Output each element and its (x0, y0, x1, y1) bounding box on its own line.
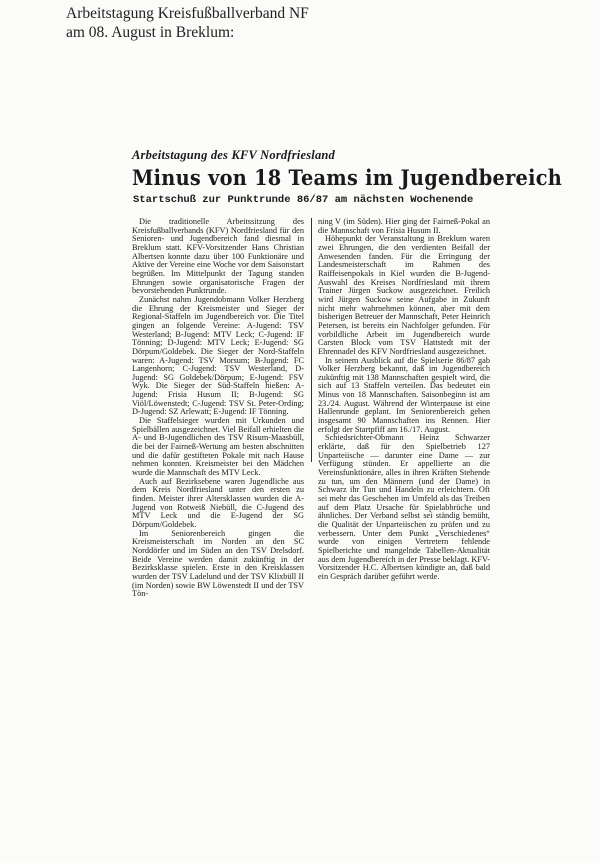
article-paragraph: Die Staffelsieger wurden mit Urkunden und Spielbällen ausgezeichnet. Viel Beifall erhielten die A- und B-Jugendlichen des TSV Risum-Maasbüll, die bei der Fairneß-Wertung am besten abschnitten und die dafür gestifteten Pokale mit nach Hause nehmen konnten. Kreismeister bei den Mädchen wurde die Mannschaft des MTV Leck. (132, 416, 304, 478)
header-note (66, 4, 309, 42)
article-paragraph: Zunächst nahm Jugendobmann Volker Herzberg die Ehrung der Kreismeister und Sieger der Regional-Staffeln im Jugendbereich vor. Die Titel gingen an folgende Vereine: A-Jugend: TSV Westerland; B-Jugend: MTV Leck; C-Jugend: IF Tönning; D-Jugend: MTV Leck; E-Jugend: SG Dörpum/Goldebek. Die Sieger der Nord-Staffeln waren: A-Jugend: TSV Morsum; B-Jugend: FC Langenhorn; C-Jugend: TSV Westerland, D-Jugend: SG Goldebek/Dörpum; E-Jugend: FSV Wyk. Die Sieger der Süd-Staffeln hießen: A-Jugend: Frisia Husum II; B-Jugend: SG Viöl/Löwenstedt; C-Jugend: TSV St. Peter-Ording; D-Jugend: SZ Arlewatt; E-Jugend: IF Tönning. (132, 294, 304, 417)
newspaper-article (132, 148, 563, 207)
article-paragraph: Auch auf Bezirksebene waren Jugendliche aus dem Kreis Nordfriesland unter den ersten zu finden. Meister ihrer Altersklassen wurden die A-Jugend von Rotweiß Niebüll, die C-Jugend des MTV Leck und die E-Jugend der SG Dörpum/Goldebek. (132, 476, 304, 529)
article-subheadline: Startschuß zur Punktrunde 86/87 am nächsten Wochenende (133, 194, 474, 206)
article-paragraph: In seinem Ausblick auf die Spielserie 86/87 gab Volker Herzberg bekannt, daß im Jugendbereich zukünftig mit 138 Mannschaften gespielt wird, die sich auf 13 Staffeln verteilen. Das bedeutet ein Minus von 18 Mannschaften. Saisonbeginn ist am 23./24. August. Während der Winterpause ist eine Hallenrunde geplant. Im Seniorenbereich gehen insgesamt 90 Mannschaften ins Rennen. Hier erfolgt der Startpfiff am 16./17. August. (318, 355, 490, 434)
article-paragraph: Schiedsrichter-Obmann Heinz Schwarzer erklärte, daß für den Spielbetrieb 127 Unparteiische — darunter eine Dame — zur Verfügung stünden. Er appellierte an die Vereinsfunktionäre, alles in ihren Kräften Stehende zu tun, um den Männern (und der Dame) in Schwarz ihr Tun und Handeln zu erleichtern. Oft sei mehr das Geschehen im Umfeld als das Treiben auf dem Platz Ursache für Spielabbrüche und ähnliches. Der Verband selbst sei ständig bemüht, die Qualität der Unparteiischen zu prüfen und zu verbessern. Unter dem Punkt „Verschiedenes“ wurde von einigen Vertretern fehlende Spielberichte und mangelnde Tabellen-Aktualität aus dem Jugendbereich in der Presse beklagt. KFV-Vorsitzender H.C. Albertsen kündigte an, daß bald ein Gespräch darüber geführt werde. (318, 433, 490, 581)
article-paragraph: ning V (im Süden). Hier ging der Fairneß-Pokal an die Mannschaft von Frisia Husum II. (318, 218, 490, 235)
article-kicker: Arbeitstagung des KFV Nordfriesland (132, 148, 335, 162)
article-headline: Minus von 18 Teams im Jugendbereich (132, 165, 563, 190)
header-note-line-1: Arbeitstagung Kreisfußballverband NF (66, 5, 309, 22)
article-column-left (132, 218, 304, 838)
article-paragraph: Die traditionelle Arbeitssitzung des Kreisfußballverbands (KFV) Nordfriesland für den Senioren- und Jugendbereich fand diesmal in Breklum statt. KFV-Vorsitzender Hans Christian Albertsen konnte dazu über 100 Funktionäre und Aktive der Vereine eine Woche vor dem Saisonstart begrüßen. Im Mittelpunkt der Tagung standen Ehrungen sowie organisatorische Fragen der bevorstehenden Punktrunde. (132, 218, 304, 296)
article-paragraph: Im Seniorenbereich gingen die Kreismeisterschaft im Norden an den SC Norddörfer und im Süden an den TSV Drelsdorf. Beide Vereine werden damit zukünftig in der Bezirksklasse spielen. Erste in den Kreisklassen wurden der TSV Ladelund und der TSV Klixbüll II (im Norden) sowie BW Löwenstedt II und der TSV Tön- (132, 528, 304, 599)
article-columns (132, 218, 494, 838)
header-note-line-2: am 08. August in Breklum: (66, 24, 235, 41)
column-divider (311, 218, 312, 462)
article-column-right (318, 218, 490, 838)
article-paragraph: Höhepunkt der Veranstaltung in Breklum waren zwei Ehrungen, die den verdienten Beifall der Anwesenden fanden. Für die Erringung der Landesmeisterschaft im Rahmen des Raiffeisenpokals in Kiel wurden die B-Jugend-Auswahl des Kreises Nordfriesland mit ihrem Trainer Jürgen Suckow ausgezeichnet. Freilich wird Jürgen Suckow seine Aufgabe in Zukunft nicht mehr wahrnehmen können, aber mit dem bisherigen Betreuer der Mannschaft, Peter Heinrich Petersen, ist bereits ein Nachfolger gefunden. Für vorbildliche Arbeit im Jugendbereich wurde Carsten Block vom TSV Hattstedt mit der Ehrennadel des KFV Nordfriesland ausgezeichnet. (318, 234, 490, 356)
